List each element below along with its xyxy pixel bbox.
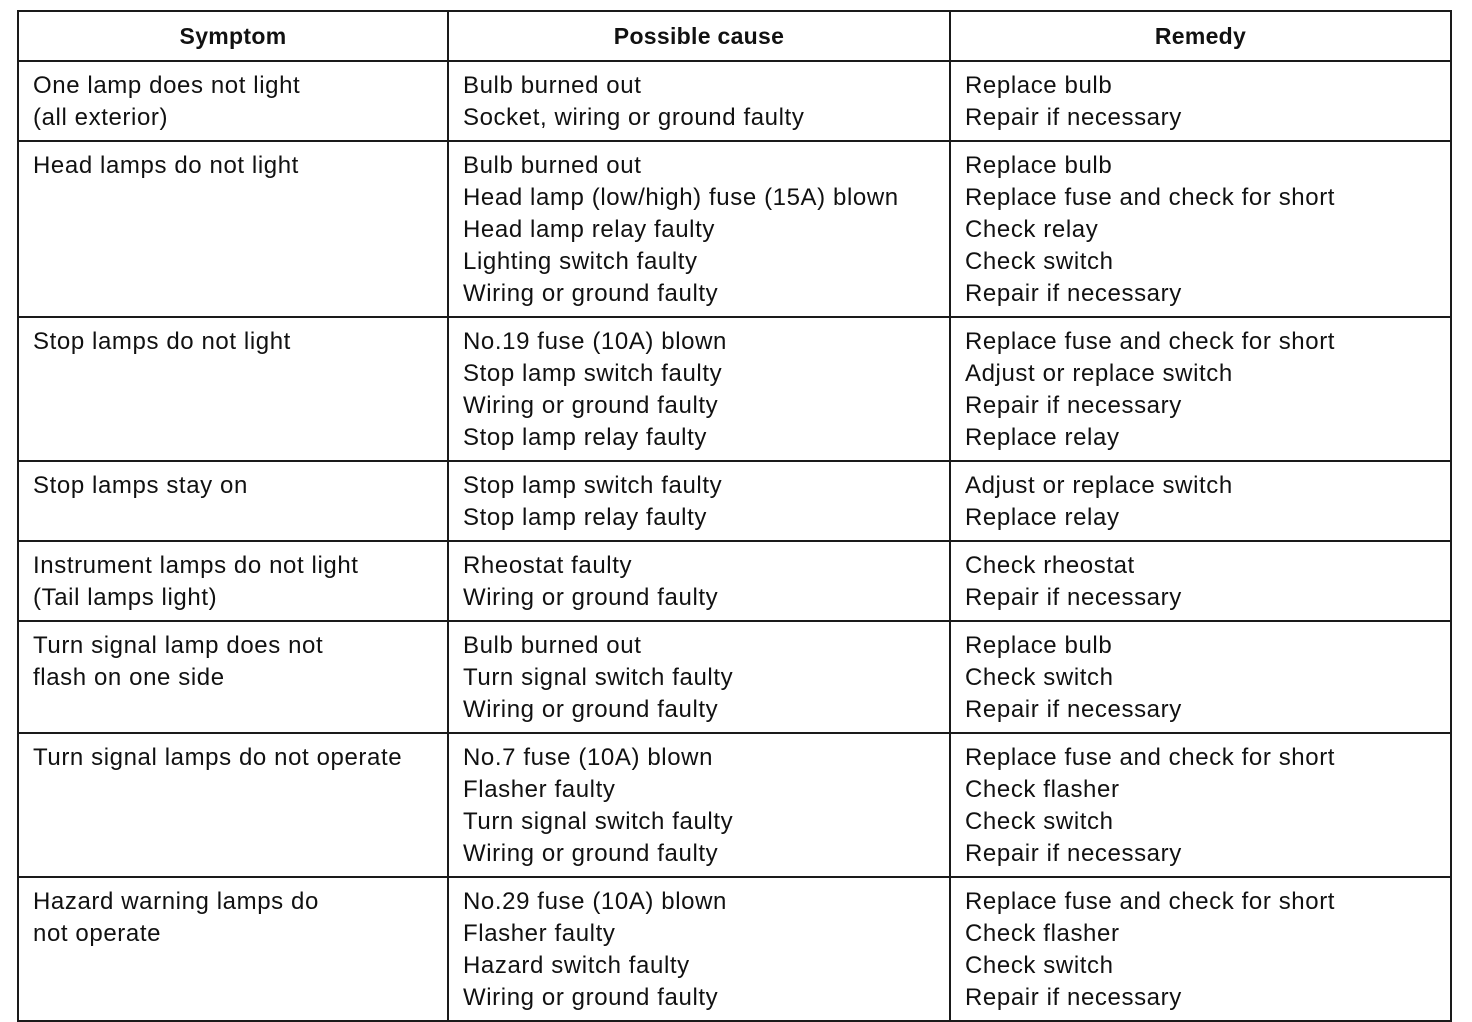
remedy-text: Check flasher <box>965 920 1120 947</box>
remedy-cell <box>950 541 1451 621</box>
remedy-text: Replace bulb <box>965 72 1113 99</box>
symptom-text: (all exterior) <box>33 104 169 131</box>
table-row <box>18 317 1451 461</box>
symptom-text: Turn signal lamp does not <box>33 632 324 659</box>
remedy-text: Repair if necessary <box>965 984 1182 1011</box>
cause-text: Hazard switch faulty <box>463 952 690 979</box>
remedy-text: Replace fuse and check for short <box>965 744 1336 771</box>
remedy-text: Repair if necessary <box>965 840 1182 867</box>
table-row <box>18 141 1451 317</box>
cause-text: Stop lamp switch faulty <box>463 472 723 499</box>
symptom-cell <box>18 733 448 877</box>
table-row <box>18 541 1451 621</box>
remedy-text: Repair if necessary <box>965 104 1182 131</box>
header-row <box>18 11 1451 61</box>
remedy-text: Repair if necessary <box>965 696 1182 723</box>
table-row <box>18 877 1451 1021</box>
cause-text: Turn signal switch faulty <box>463 664 734 691</box>
symptom-text: One lamp does not light <box>33 72 301 99</box>
symptom-cell <box>18 461 448 541</box>
table-row <box>18 733 1451 877</box>
remedy-text: Check relay <box>965 216 1099 243</box>
cause-text: Stop lamp relay faulty <box>463 424 707 451</box>
symptom-text: Turn signal lamps do not operate <box>33 744 403 771</box>
table-row <box>18 461 1451 541</box>
symptom-cell <box>18 317 448 461</box>
remedy-cell <box>950 733 1451 877</box>
remedy-text: Replace fuse and check for short <box>965 184 1336 211</box>
remedy-text: Replace fuse and check for short <box>965 888 1336 915</box>
symptom-cell <box>18 61 448 141</box>
cause-text: Bulb burned out <box>463 632 642 659</box>
remedy-text: Repair if necessary <box>965 584 1182 611</box>
cause-text: Head lamp relay faulty <box>463 216 715 243</box>
symptom-cell <box>18 877 448 1021</box>
symptom-text: Stop lamps stay on <box>33 472 248 499</box>
remedy-cell <box>950 877 1451 1021</box>
remedy-cell <box>950 461 1451 541</box>
remedy-text: Check rheostat <box>965 552 1135 579</box>
troubleshooting-table <box>17 10 1452 1022</box>
cause-text: Wiring or ground faulty <box>463 696 719 723</box>
possible-cause-header: Possible cause <box>448 11 950 61</box>
remedy-cell <box>950 61 1451 141</box>
symptom-text: Stop lamps do not light <box>33 328 291 355</box>
remedy-cell <box>950 141 1451 317</box>
remedy-text: Check switch <box>965 664 1114 691</box>
remedy-text: Replace bulb <box>965 152 1113 179</box>
cause-cell <box>448 621 950 733</box>
cause-cell <box>448 61 950 141</box>
cause-text: Flasher faulty <box>463 920 616 947</box>
remedy-text: Repair if necessary <box>965 392 1182 419</box>
cause-cell <box>448 317 950 461</box>
symptom-text: Hazard warning lamps do <box>33 888 319 915</box>
symptom-header: Symptom <box>18 11 448 61</box>
cause-text: Rheostat faulty <box>463 552 633 579</box>
table-row <box>18 621 1451 733</box>
remedy-text: Check switch <box>965 808 1114 835</box>
cause-text: Stop lamp relay faulty <box>463 504 707 531</box>
cause-text: Flasher faulty <box>463 776 616 803</box>
symptom-cell <box>18 541 448 621</box>
remedy-cell <box>950 317 1451 461</box>
cause-text: No.7 fuse (10A) blown <box>463 744 714 771</box>
symptom-text: (Tail lamps light) <box>33 584 218 611</box>
cause-text: Socket, wiring or ground faulty <box>463 104 805 131</box>
table-row <box>18 61 1451 141</box>
remedy-text: Replace relay <box>965 424 1120 451</box>
symptom-text: Head lamps do not light <box>33 152 299 179</box>
cause-cell <box>448 141 950 317</box>
cause-text: No.29 fuse (10A) blown <box>463 888 728 915</box>
cause-cell <box>448 877 950 1021</box>
cause-cell <box>448 461 950 541</box>
cause-text: Wiring or ground faulty <box>463 392 719 419</box>
cause-text: Wiring or ground faulty <box>463 280 719 307</box>
cause-text: Bulb burned out <box>463 152 642 179</box>
remedy-header: Remedy <box>950 11 1451 61</box>
remedy-cell <box>950 621 1451 733</box>
remedy-text: Repair if necessary <box>965 280 1182 307</box>
cause-text: Head lamp (low/high) fuse (15A) blown <box>463 184 899 211</box>
cause-text: Wiring or ground faulty <box>463 984 719 1011</box>
remedy-text: Adjust or replace switch <box>965 472 1233 499</box>
cause-text: Lighting switch faulty <box>463 248 698 275</box>
remedy-text: Replace bulb <box>965 632 1113 659</box>
remedy-text: Check switch <box>965 248 1114 275</box>
cause-text: Stop lamp switch faulty <box>463 360 723 387</box>
cause-text: Wiring or ground faulty <box>463 840 719 867</box>
symptom-text: Instrument lamps do not light <box>33 552 359 579</box>
cause-text: No.19 fuse (10A) blown <box>463 328 728 355</box>
symptom-text: not operate <box>33 920 162 947</box>
remedy-text: Check flasher <box>965 776 1120 803</box>
remedy-text: Replace relay <box>965 504 1120 531</box>
cause-cell <box>448 733 950 877</box>
symptom-cell <box>18 141 448 317</box>
symptom-text: flash on one side <box>33 664 225 691</box>
symptom-cell <box>18 621 448 733</box>
remedy-text: Replace fuse and check for short <box>965 328 1336 355</box>
cause-cell <box>448 541 950 621</box>
remedy-text: Adjust or replace switch <box>965 360 1233 387</box>
cause-text: Wiring or ground faulty <box>463 584 719 611</box>
cause-text: Bulb burned out <box>463 72 642 99</box>
remedy-text: Check switch <box>965 952 1114 979</box>
cause-text: Turn signal switch faulty <box>463 808 734 835</box>
